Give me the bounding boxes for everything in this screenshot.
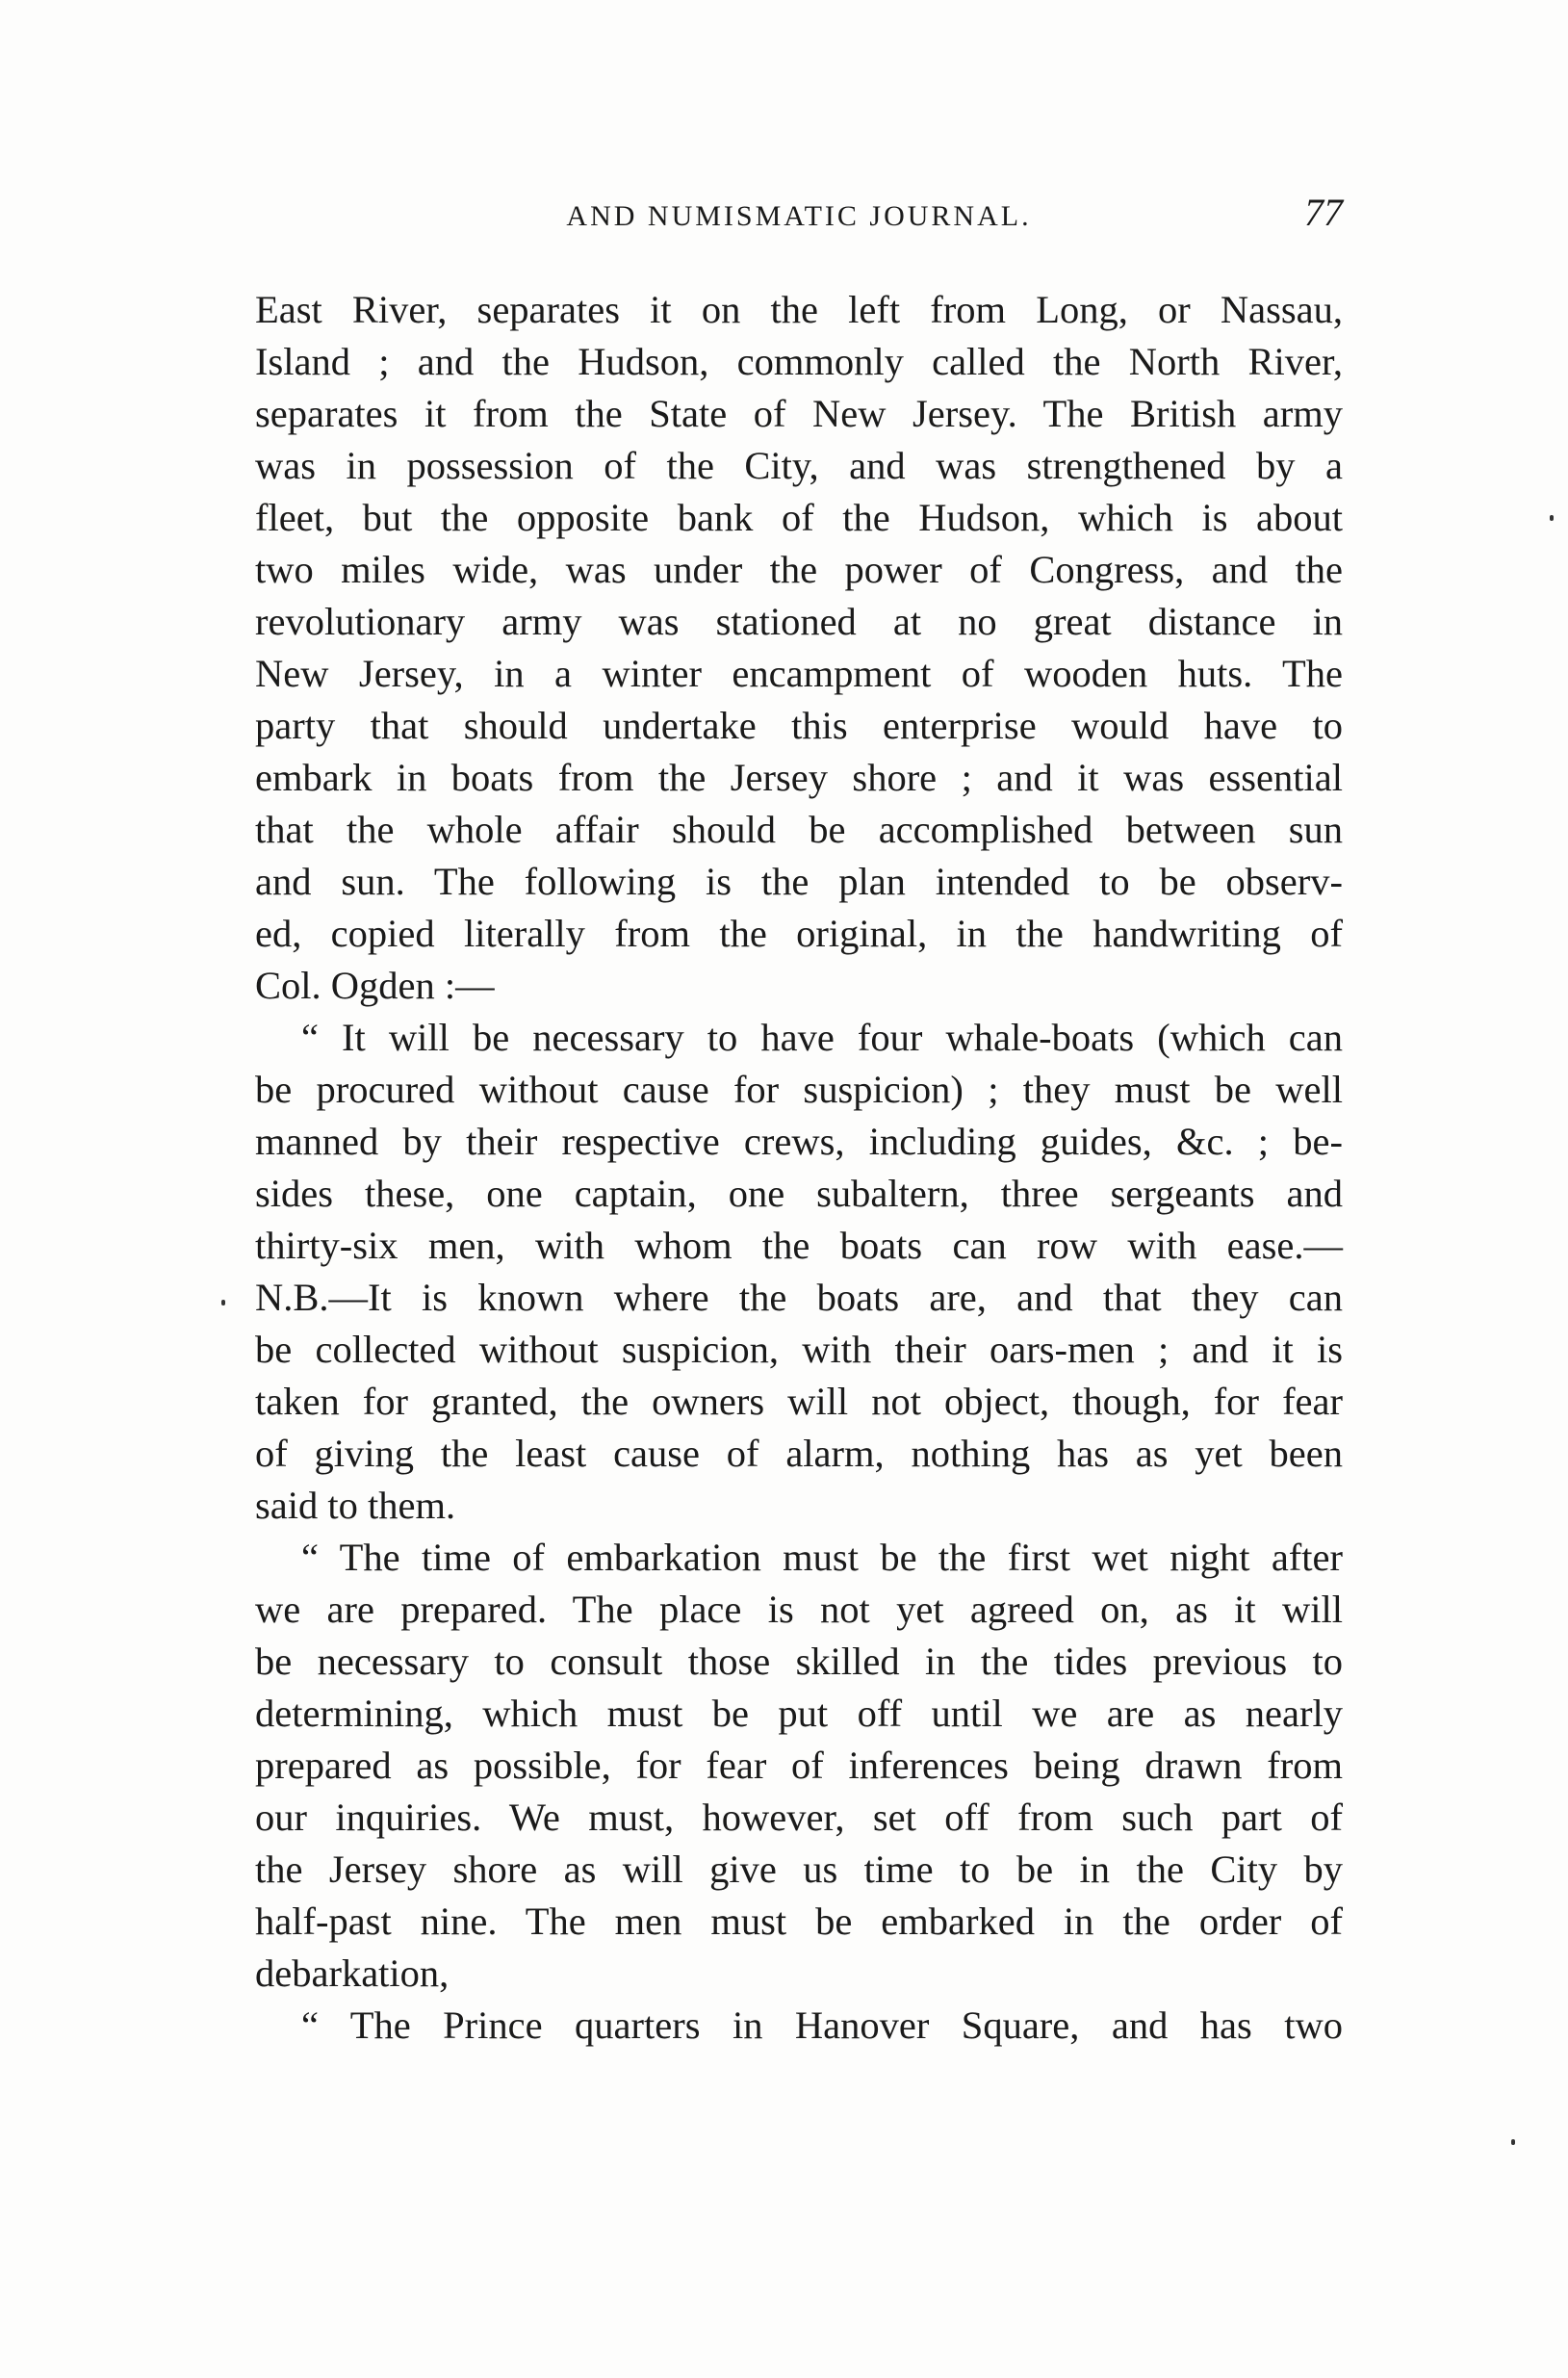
text-line: was in possession of the City, and was strengthened by a <box>255 444 1343 487</box>
text-line: ed, copied literally from the original, in the handwriting of <box>255 912 1343 955</box>
text-line: be necessary to consult those skilled in the tides previous to <box>255 1640 1343 1683</box>
text-line: half-past nine. The men must be embarked in the order of <box>255 1900 1343 1943</box>
margin-speck <box>221 1300 225 1305</box>
text-line: said to them. <box>255 1484 456 1527</box>
text-line: our inquiries. We must, however, set off from such part of <box>255 1796 1343 1839</box>
text-line: “ It will be necessary to have four whale-boats (which can <box>301 1016 1343 1059</box>
margin-speck <box>1550 515 1554 521</box>
text-line: debarkation, <box>255 1952 450 1995</box>
text-line: “ The time of embarkation must be the first wet night after <box>301 1536 1343 1579</box>
body-text <box>255 284 1343 2052</box>
text-line: taken for granted, the owners will not object, though, for fear <box>255 1380 1343 1423</box>
page-number: 77 <box>1304 191 1343 234</box>
text-line: party that should undertake this enterprise would have to <box>255 704 1343 747</box>
text-line: Col. Ogden :— <box>255 964 495 1007</box>
text-line: Island ; and the Hudson, commonly called the North River, <box>255 340 1343 383</box>
text-line: we are prepared. The place is not yet agreed on, as it will <box>255 1588 1343 1631</box>
text-line: N.B.—It is known where the boats are, and that they can <box>255 1276 1343 1319</box>
text-line: be procured without cause for suspicion) ; they must be well <box>255 1068 1343 1111</box>
text-line: manned by their respective crews, including guides, &c. ; be- <box>255 1120 1343 1163</box>
text-line: fleet, but the opposite bank of the Hudson, which is about <box>255 496 1343 539</box>
text-line: prepared as possible, for fear of inferences being drawn from <box>255 1744 1343 1787</box>
margin-speck <box>1511 2139 1515 2145</box>
text-line: “ The Prince quarters in Hanover Square, and has two <box>301 2003 1343 2047</box>
text-line: of giving the least cause of alarm, nothing has as yet been <box>255 1432 1343 1475</box>
text-line: be collected without suspicion, with their oars-men ; and it is <box>255 1328 1343 1371</box>
text-line: the Jersey shore as will give us time to be in the City by <box>255 1848 1343 1891</box>
text-line: and sun. The following is the plan intended to be observ- <box>255 860 1343 903</box>
text-line: revolutionary army was stationed at no great distance in <box>255 600 1343 643</box>
text-line: separates it from the State of New Jersey. The British army <box>255 392 1343 435</box>
text-line: that the whole affair should be accomplished between sun <box>255 808 1343 851</box>
text-line: New Jersey, in a winter encampment of wooden huts. The <box>255 652 1343 695</box>
running-title: AND NUMISMATIC JOURNAL. <box>566 200 1032 232</box>
text-line: thirty-six men, with whom the boats can row with ease.— <box>255 1224 1343 1267</box>
running-head <box>255 193 1343 241</box>
text-line: embark in boats from the Jersey shore ; and it was essential <box>255 756 1343 799</box>
text-line: East River, separates it on the left from Long, or Nassau, <box>255 288 1343 331</box>
text-line: determining, which must be put off until we are as nearly <box>255 1692 1343 1735</box>
text-line: sides these, one captain, one subaltern, three sergeants and <box>255 1172 1343 1215</box>
text-line: two miles wide, was under the power of Congress, and the <box>255 548 1343 591</box>
